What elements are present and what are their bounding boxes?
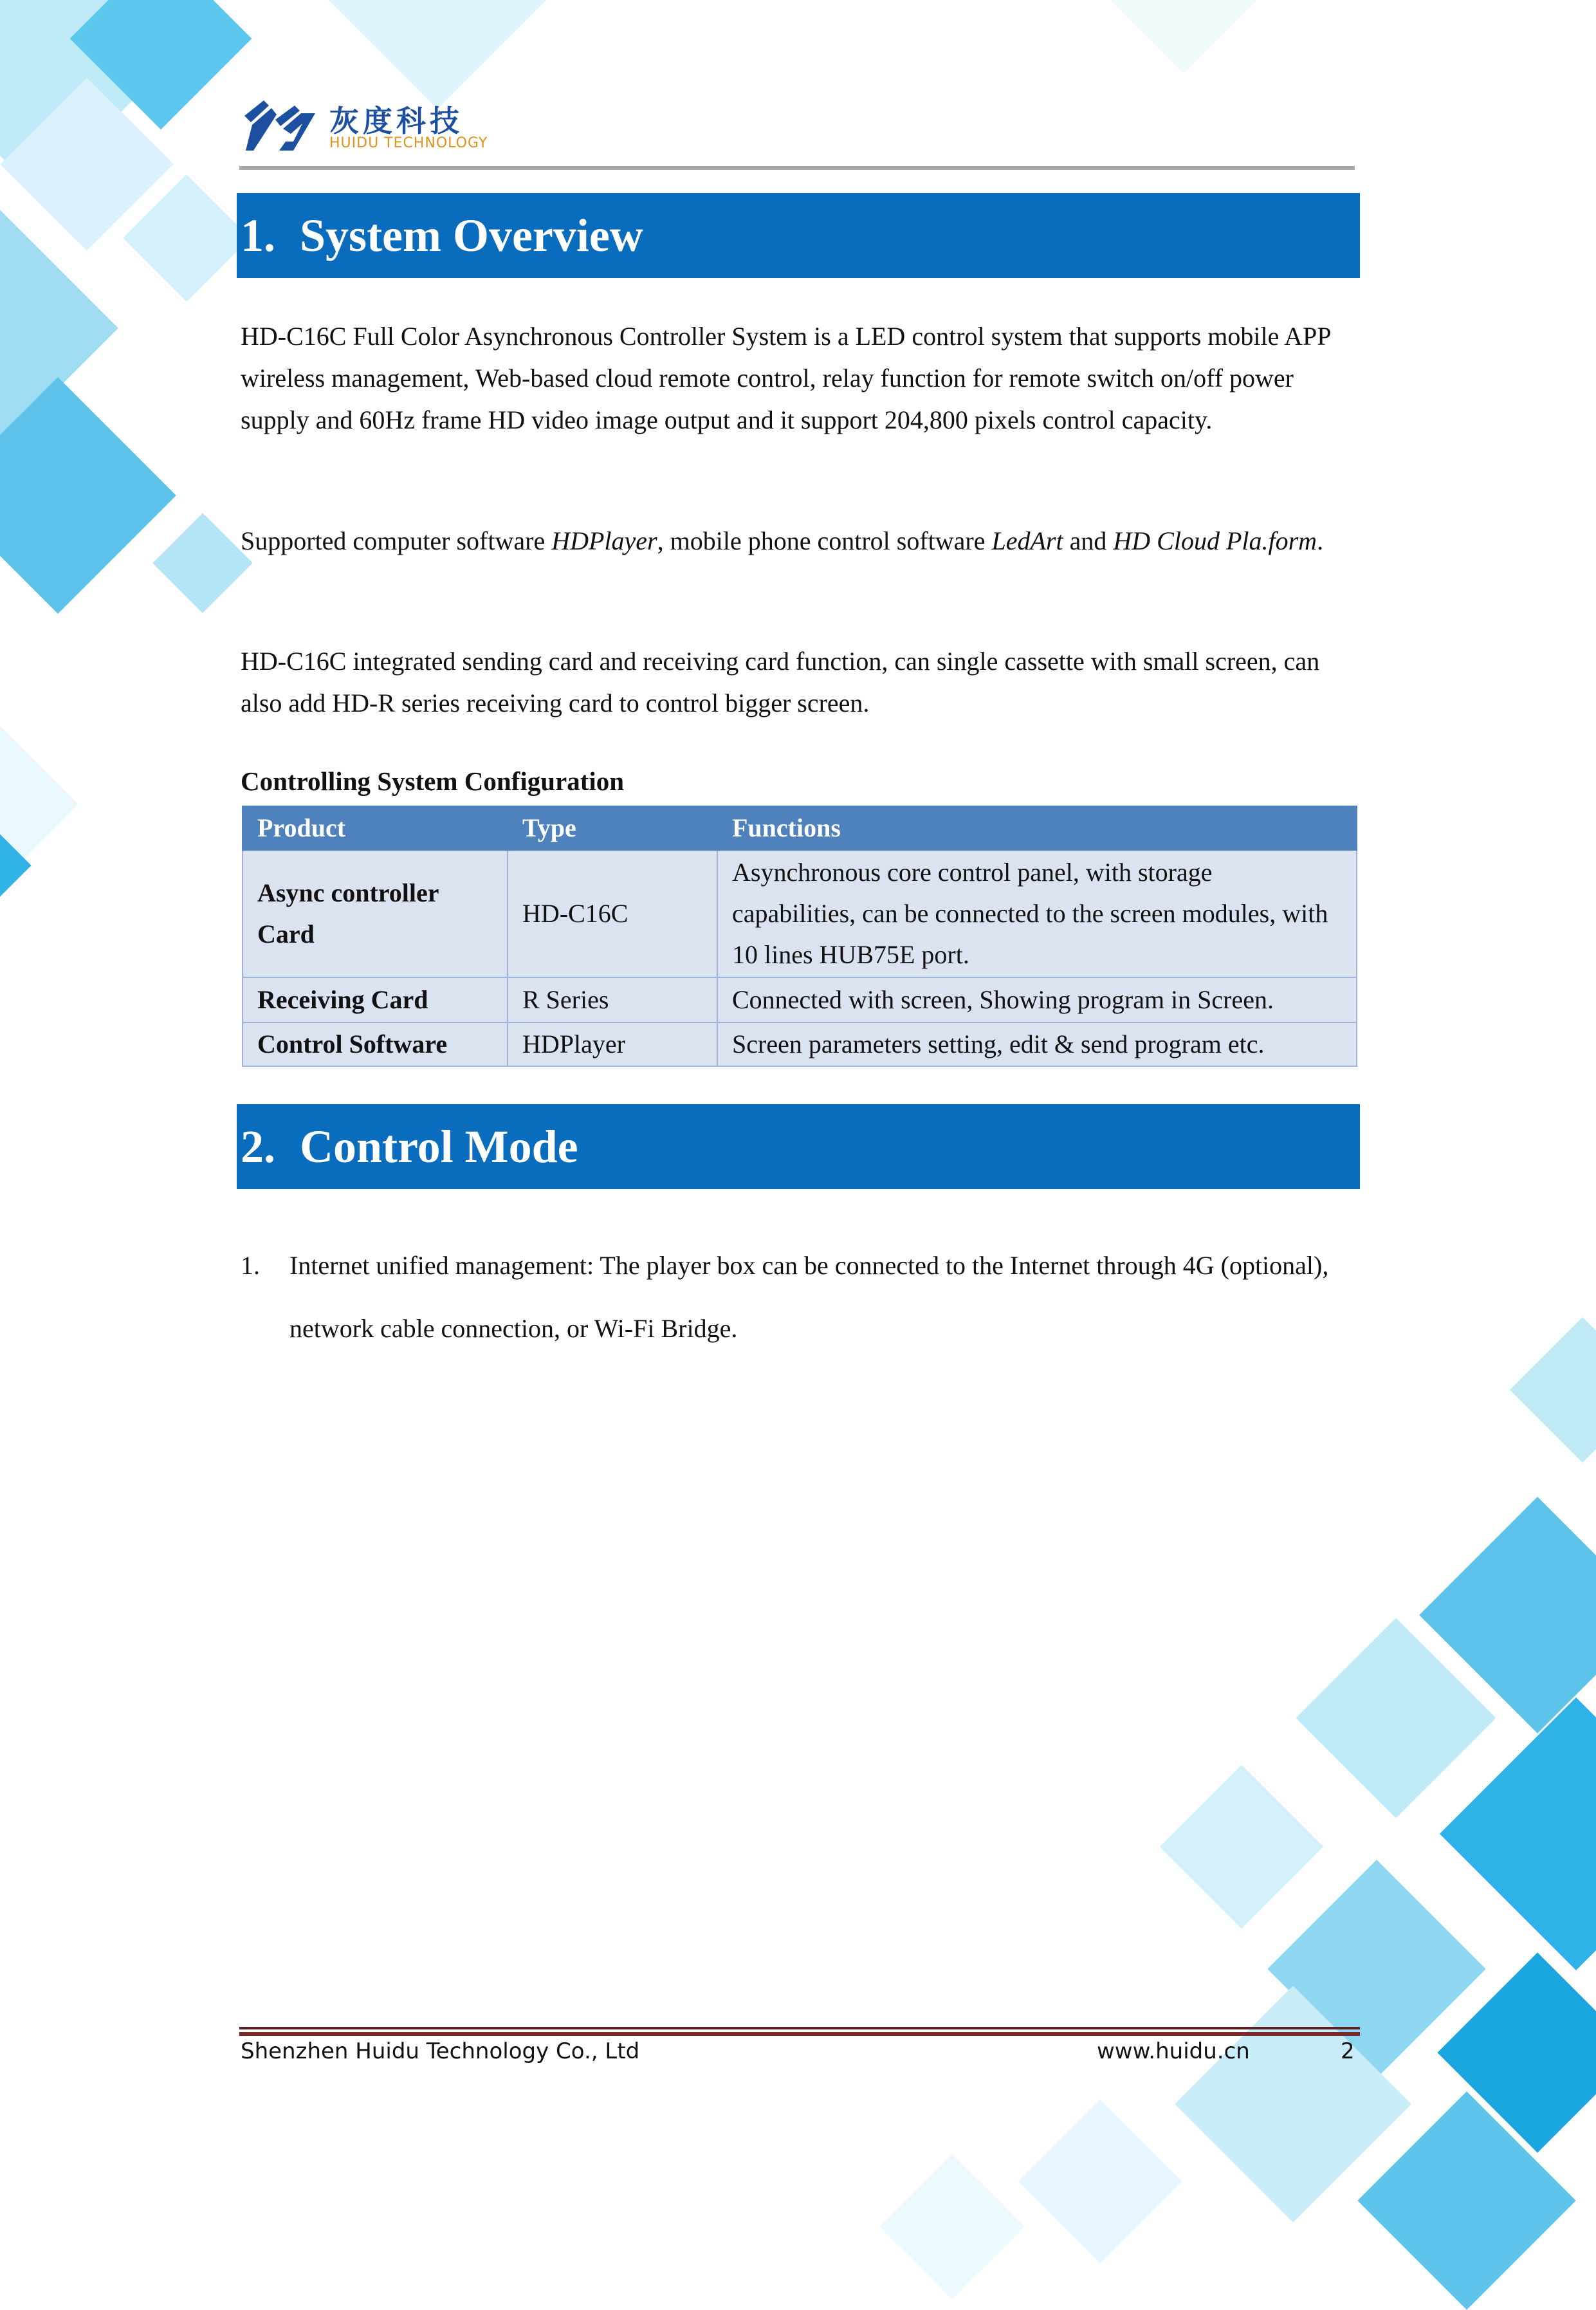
- table-header-product: Product: [243, 806, 508, 850]
- footer-company: Shenzhen Huidu Technology Co., Ltd: [241, 2038, 640, 2064]
- software-text-prefix: Supported computer software: [241, 526, 552, 555]
- section-number: 1.: [241, 209, 275, 261]
- table-cell-type: R Series: [508, 977, 717, 1022]
- section-title: Control Mode: [300, 1120, 578, 1172]
- footer-divider-thick: [239, 2032, 1360, 2036]
- configuration-table: [242, 806, 1357, 1067]
- table-row: [243, 977, 1357, 1022]
- page-number: 2: [1341, 2038, 1355, 2064]
- section-title: System Overview: [300, 209, 643, 261]
- logo-chinese-text: 灰度科技: [329, 104, 463, 138]
- table-cell-type: HDPlayer: [508, 1022, 717, 1066]
- huidu-logo-icon: [239, 97, 315, 154]
- section-heading-system-overview: [237, 193, 1360, 278]
- list-item-text: Internet unified management: The player box can be connected to the Internet through 4G (optional), network cable connection, or Wi-Fi Bridge.: [289, 1251, 1329, 1343]
- software-hdplayer: HDPlayer: [551, 526, 657, 555]
- software-text-mid: , mobile phone control software: [657, 526, 992, 555]
- footer-divider: [239, 2027, 1360, 2029]
- software-text-and: and: [1063, 526, 1114, 555]
- overview-paragraph: HD-C16C Full Color Asynchronous Controller System is a LED control system that supports mobile APP wireless management, Web-based cloud remote control, relay function for remote switch on/off power supply and 60Hz frame HD video image output and it support 204,800 pixels control capacity.: [241, 322, 1331, 434]
- section-number: 2.: [241, 1120, 275, 1172]
- table-cell-functions: Asynchronous core control panel, with storage capabilities, can be connected to the screen modules, with 10 lines HUB75E port.: [717, 850, 1357, 977]
- footer-website: www.huidu.cn: [1097, 2038, 1250, 2064]
- table-cell-product: Receiving Card: [243, 977, 508, 1022]
- table-row: [243, 850, 1357, 977]
- software-text-end: .: [1317, 526, 1324, 555]
- integration-paragraph: HD-C16C integrated sending card and receiving card function, can single cassette with small screen, can also add HD-R series receiving card to control bigger screen.: [241, 647, 1320, 717]
- list-item-number: 1.: [241, 1251, 260, 1280]
- header-divider: [239, 166, 1355, 170]
- table-cell-functions: Screen parameters setting, edit & send program etc.: [717, 1022, 1357, 1066]
- software-hd-cloud: HD Cloud Pla.form: [1113, 526, 1317, 555]
- table-header-functions: Functions: [717, 806, 1357, 850]
- table-caption: Controlling System Configuration: [241, 766, 625, 796]
- software-ledart: LedArt: [991, 526, 1063, 555]
- table-header-type: Type: [508, 806, 717, 850]
- logo-english-text: HUIDU TECHNOLOGY: [329, 135, 488, 151]
- company-logo: [239, 97, 509, 156]
- table-header-row: [243, 806, 1357, 850]
- table-row: [243, 1022, 1357, 1066]
- table-cell-type: HD-C16C: [508, 850, 717, 977]
- software-paragraph: [241, 520, 1353, 562]
- table-cell-functions: Connected with screen, Showing program in Screen.: [717, 977, 1357, 1022]
- table-cell-product: Control Software: [243, 1022, 508, 1066]
- section-heading-control-mode: [237, 1104, 1360, 1189]
- table-cell-product: Async controller Card: [243, 850, 508, 977]
